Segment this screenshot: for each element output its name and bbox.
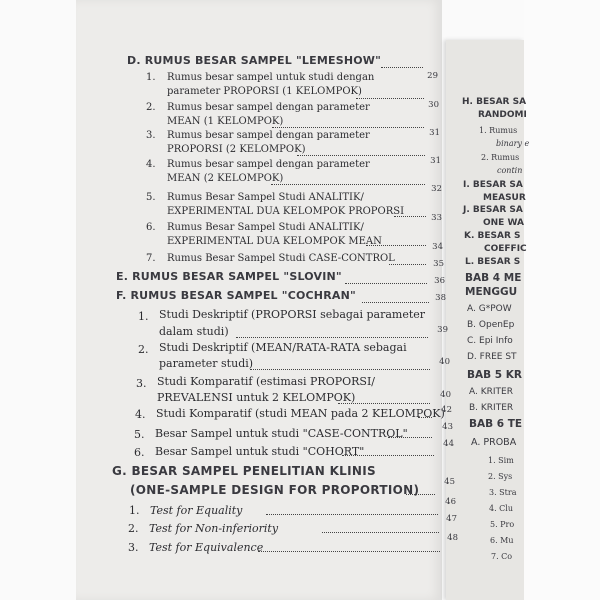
right-toc-line: I. BESAR SA	[463, 180, 523, 190]
leader-dots	[272, 127, 424, 128]
toc-item-text: MEAN (1 KELOMPOK)	[167, 116, 284, 127]
right-toc-line: C. Epi Info	[467, 336, 513, 346]
leader-dots	[271, 184, 425, 185]
right-toc-line: RANDOMI	[478, 110, 527, 120]
leader-dots	[338, 403, 430, 404]
toc-item-text: EXPERIMENTAL DUA KELOMPOK MEAN	[167, 236, 382, 247]
right-toc-line: 1. Rumus	[479, 126, 518, 135]
toc-item-number: 4.	[146, 159, 156, 170]
toc-item-text: PROPORSI (2 KELOMPOK)	[167, 144, 306, 155]
right-toc-line: A. PROBA	[471, 437, 517, 448]
toc-item-number: 1.	[129, 504, 140, 517]
right-toc-line: J. BESAR SA	[463, 205, 523, 215]
toc-item-text: Studi Komparatif (estimasi PROPORSI/	[157, 375, 376, 388]
right-chapter-heading: MENGGU	[465, 286, 518, 298]
page-number: 38	[435, 293, 446, 303]
leader-dots	[266, 514, 438, 515]
toc-item-text: Rumus besar sampel dengan parameter	[167, 102, 370, 113]
page-number: 36	[434, 276, 445, 286]
section-d-heading: D. RUMUS BESAR SAMPEL "LEMESHOW"	[127, 54, 382, 67]
page-number: 48	[447, 533, 458, 543]
right-toc-line: D. FREE ST	[467, 352, 517, 362]
toc-item-number: 5.	[146, 192, 156, 203]
leader-dots	[366, 245, 426, 246]
page-number: 43	[442, 422, 453, 432]
toc-item-text: dalam studi)	[159, 325, 229, 338]
right-toc-line: B. OpenEp	[467, 320, 515, 330]
toc-item-number: 2.	[128, 522, 139, 535]
leader-dots	[322, 532, 439, 533]
toc-item-text: PREVALENSI untuk 2 KELOMPOK)	[157, 391, 356, 404]
toc-item-text: Besar Sampel untuk studi "COHORT"	[155, 445, 365, 458]
leader-dots	[236, 337, 428, 338]
toc-item-number: 2.	[146, 102, 156, 113]
toc-item-number: 2.	[138, 343, 149, 356]
right-toc-line: H. BESAR SA	[462, 97, 527, 107]
leader-dots	[418, 417, 432, 418]
toc-item-text: Rumus Besar Sampel Studi ANALITIK/	[167, 192, 364, 203]
page-number: 29	[427, 71, 438, 81]
toc-item-text: Test for Equality	[150, 504, 243, 517]
right-toc-line: contin	[497, 166, 523, 175]
leader-dots	[342, 455, 434, 456]
toc-item-number: 1.	[146, 72, 156, 83]
toc-item-text: Rumus Besar Sampel Studi CASE-CONTROL	[167, 253, 395, 264]
right-chapter-heading: BAB 6 TE	[469, 418, 523, 430]
toc-item-text: EXPERIMENTAL DUA KELOMPOK PROPORSI	[167, 206, 405, 217]
right-toc-line: A. G*POW	[467, 304, 512, 314]
background-strip	[524, 0, 600, 600]
leader-dots	[381, 67, 423, 68]
right-toc-line: 7. Co	[491, 552, 513, 561]
right-chapter-heading: BAB 4 ME	[465, 272, 522, 284]
toc-item-text: Rumus besar sampel dengan parameter	[167, 159, 370, 170]
page-number: 45	[444, 477, 455, 487]
page-number: 39	[437, 325, 448, 335]
right-toc-line: 4. Clu	[489, 504, 514, 513]
toc-item-number: 1.	[138, 310, 149, 323]
right-chapter-heading: BAB 5 KR	[467, 369, 522, 381]
toc-item-text: Test for Equivalence	[149, 541, 264, 554]
page-number: 44	[443, 439, 454, 449]
section-g-subheading: (ONE-SAMPLE DESIGN FOR PROPORTION)	[130, 483, 420, 497]
right-toc-line: 3. Stra	[489, 488, 517, 497]
right-toc-line: 5. Pro	[490, 520, 515, 529]
toc-item-number: 7.	[146, 253, 156, 264]
right-toc-line: MEASUR	[483, 193, 526, 203]
right-toc-line: K. BESAR S	[464, 231, 521, 241]
toc-item-text: Studi Komparatif (studi MEAN pada 2 KELOMPOK)	[156, 407, 445, 420]
page-number: 30	[428, 100, 439, 110]
toc-item-text: parameter PROPORSI (1 KELOMPOK)	[167, 86, 362, 97]
right-toc-line: COEFFIC	[484, 244, 527, 254]
page-number: 34	[432, 242, 443, 252]
leader-dots	[406, 494, 435, 495]
page-number: 42	[441, 405, 452, 415]
toc-item-number: 3.	[136, 377, 147, 390]
toc-item-number: 6.	[146, 222, 156, 233]
toc-item-number: 5.	[134, 428, 145, 441]
page-number: 47	[446, 514, 457, 524]
page-number: 46	[445, 497, 456, 507]
section-e-heading: E. RUMUS BESAR SAMPEL "SLOVIN"	[116, 270, 342, 283]
toc-item-text: Studi Deskriptif (PROPORSI sebagai parameter	[159, 308, 426, 321]
leader-dots	[297, 155, 425, 156]
toc-item-number: 3.	[146, 130, 156, 141]
right-toc-line: B. KRITER	[469, 403, 514, 413]
right-toc-line: 2. Rumus	[481, 153, 520, 162]
page-number: 32	[431, 184, 442, 194]
toc-item-number: 6.	[134, 446, 145, 459]
right-toc-line: ONE WA	[483, 218, 524, 228]
page-number: 31	[430, 156, 441, 166]
page-number: 31	[429, 128, 440, 138]
page-number: 35	[433, 259, 444, 269]
leader-dots	[356, 98, 424, 99]
leader-dots	[250, 369, 430, 370]
toc-item-number: 4.	[135, 408, 146, 421]
toc-item-text: Besar Sampel untuk studi "CASE-CONTROL"	[155, 427, 408, 440]
toc-item-text: Rumus besar sampel untuk studi dengan	[167, 72, 375, 83]
leader-dots	[258, 551, 440, 552]
right-toc-line: 2. Sys	[488, 472, 513, 481]
leader-dots	[388, 437, 432, 438]
page-number: 40	[440, 390, 451, 400]
right-toc-line: binary e	[496, 139, 530, 148]
right-toc-line: A. KRITER	[469, 387, 513, 397]
toc-item-text: Rumus besar sampel dengan parameter	[167, 130, 370, 141]
toc-item-text: parameter studi)	[159, 357, 254, 370]
toc-item-text: Studi Deskriptif (MEAN/RATA-RATA sebagai	[159, 341, 407, 354]
leader-dots	[345, 283, 427, 284]
right-toc-line: 6. Mu	[490, 536, 514, 545]
toc-item-text: Rumus Besar Sampel Studi ANALITIK/	[167, 222, 364, 233]
page-number: 33	[431, 213, 442, 223]
leader-dots	[362, 302, 429, 303]
toc-item-number: 3.	[128, 541, 139, 554]
section-f-heading: F. RUMUS BESAR SAMPEL "COCHRAN"	[116, 289, 356, 302]
toc-item-text: MEAN (2 KELOMPOK)	[167, 173, 284, 184]
section-g-heading: G. BESAR SAMPEL PENELITIAN KLINIS	[112, 464, 376, 478]
right-toc-line: L. BESAR S	[465, 257, 521, 267]
right-toc-line: 1. Sim	[488, 456, 514, 465]
page-number: 40	[439, 357, 450, 367]
toc-item-text: Test for Non-inferiority	[149, 522, 279, 535]
